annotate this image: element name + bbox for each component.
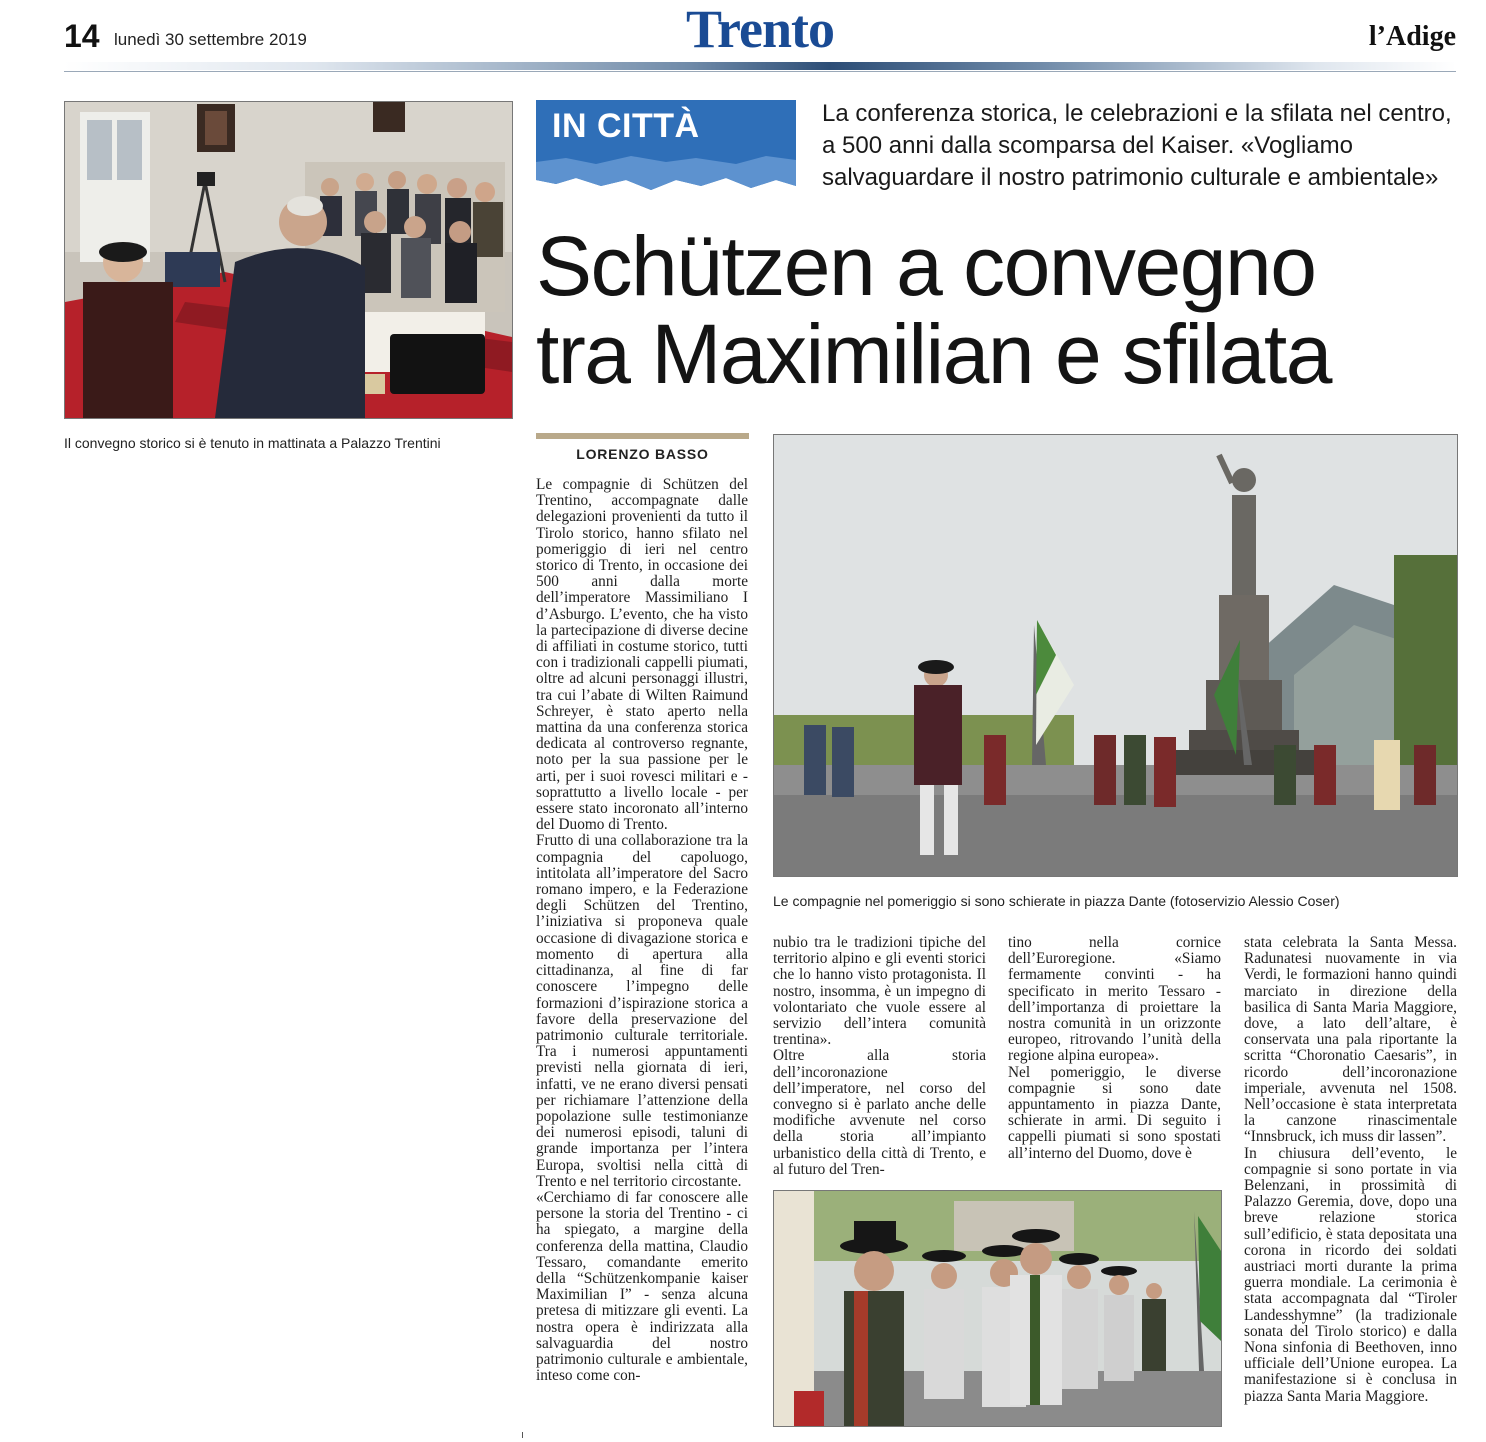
- page-mark: [522, 1432, 523, 1438]
- page-number: 14: [64, 18, 100, 54]
- newspaper-name: l’Adige: [1368, 21, 1456, 52]
- paragraph: stata celebrata la Santa Messa. Radunatesi nuovamente in via Verdi, le formazioni hanno quindi marciato in direzione della basilica di Santa Maria Maggiore, dove, a lato dell’altare, è conservata una pala riportante la scritta “Choronatio Caesaris”, in ricordo dell’incoronazione imperiale, avvenuta nel 1508. Nell’occasione è stata interpretata la canzone rinascimentale “Innsbruck, ich muss dir lassen”.: [1244, 934, 1457, 1146]
- paragraph: Nel pomeriggio, le diverse compagnie si sono date appuntamento in piazza Dante, schierate in armi. Di seguito i cappelli piumati si sono spostati all’interno del Duomo, dove è: [1008, 1063, 1221, 1162]
- conference-photo-caption: Il convegno storico si è tenuto in mattinata a Palazzo Trentini: [64, 435, 441, 451]
- paragraph: In chiusura dell’evento, le compagnie si sono portate in via Belenzani, in prossimità di Palazzo Geremia, dove, dopo una breve relazione storica sull’edificio, è stata depositata una corona in ricordo dei soldati austriaci morti durante la prima guerra mondiale. La cerimonia è stata accompagnata dal “Tiroler Landesshymne” (la tradizionale sonata del Tirolo storico) e dalla Nona sinfonia di Beethoven, inno ufficiale dell’Unione europea. La manifestazione si è conclusa in piazza Santa Maria Maggiore.: [1244, 1144, 1457, 1405]
- paragraph: «Cerchiamo di far conoscere alle persone la storia del Trentino - ci ha spiegato, a margine della conferenza della mattina, Claudio Tessaro, comandante emerito della “Schützenkompanie kaiser Maximilian I” - senza alcuna pretesa di mitizzare gli eventi. La nostra opera è indirizzata alla salvaguardia del nostro patrimonio culturale e ambientale, inteso come con-: [536, 1188, 748, 1385]
- article-column-2: [773, 934, 986, 1178]
- piazza-photo-caption: Le compagnie nel pomeriggio si sono schierate in piazza Dante (fotoservizio Alessio Coser): [773, 893, 1340, 909]
- paragraph: Frutto di una collaborazione tra la compagnia del capoluogo, intitolata all’imperatore del Sacro romano impero, e la Federazione degli Schützen del Trentino, l’iniziativa si proponeva quale occasione di divagazione storica e momento di apertura alla cittadinanza, al fine di far conoscere l’impegno delle formazioni d’ispirazione storica a favore della preservazione del patrimonio culturale territoriale. Tra i numerosi appuntamenti previsti nella giornata di ieri, infatti, ve ne erano diversi pensati per richiamare l’attenzione della popolazione sulle testimonianze dei numerosi episodi, taluni di grande importanza per l’intera Europa, svoltisi nella città di Trento e nel territorio circostante.: [536, 832, 748, 1190]
- article-column-4: [1244, 934, 1457, 1405]
- headline-line-1: Schützen a convegno: [536, 219, 1316, 313]
- byline-rule: [536, 433, 749, 439]
- article-subhead: La conferenza storica, le celebrazioni e la sfilata nel centro, a 500 anni dalla scomparsa del Kaiser. «Vogliamo salvaguardare il nostro patrimonio culturale e ambientale»: [822, 100, 1452, 191]
- paragraph: nubio tra le tradizioni tipiche del territorio alpino e gli eventi storici che lo hanno visto protagonista. Il nostro, insomma, è un impegno di volontariato che vuole essere al servizio dell’intera comunità trentina».: [773, 934, 986, 1049]
- article-headline: [536, 219, 1466, 401]
- paragraph: Oltre alla storia dell’incoronazione dell’imperatore, nel corso del convegno si è parlato anche delle modifiche avvenute nel corso della storia all’impianto urbanistico della città di Trento, e al futuro del Tren-: [773, 1047, 986, 1178]
- header-rule-thin: [64, 71, 1456, 72]
- article-column-3: [1008, 935, 1221, 1160]
- schutzen-lineup-photo: [773, 1190, 1222, 1427]
- page-date: lunedì 30 settembre 2019: [114, 30, 307, 49]
- byline: LORENZO BASSO: [576, 446, 709, 462]
- piazza-dante-photo: [773, 434, 1458, 877]
- conference-photo: [64, 101, 513, 419]
- paragraph: tino nella cornice dell’Euroregione. «Siamo fermamente convinti - ha specificato in merito Tessaro - dell’importanza di proiettare la nostra comunità in un orizzonte europeo, ritrovando l’unità della regione alpina europea».: [1008, 934, 1221, 1065]
- article-column-1: [536, 477, 748, 1439]
- paragraph: Le compagnie di Schützen del Trentino, accompagnate dalle delegazioni provenienti da tutto il Tirolo storico, hanno sfilato nel pomeriggio di ieri nel centro storico di Trento, in occasione dei 500 anni dalla morte dell’imperatore Massimiliano I d’Asburgo. L’evento, che ha visto la partecipazione di diverse decine di affiliati in costume storico, tutti con i tradizionali cappelli piumati, oltre ad alcuni personaggi illustri, tra cui l’abate di Wilten Raimund Schreyer, è stato aperto nella mattina da una conferenza storica dedicata al controverso regnante, noto per la sua passione per le arti, per i suoi rovesci militari e - soprattutto a livello locale - per essere stato incoronato all’interno del Duomo di Trento.: [536, 476, 748, 834]
- header-rule: [64, 62, 1456, 70]
- headline-line-2: tra Maximilian e sfilata: [536, 307, 1331, 401]
- kicker-label: IN CITTÀ: [552, 107, 700, 145]
- section-title: Trento: [686, 0, 834, 59]
